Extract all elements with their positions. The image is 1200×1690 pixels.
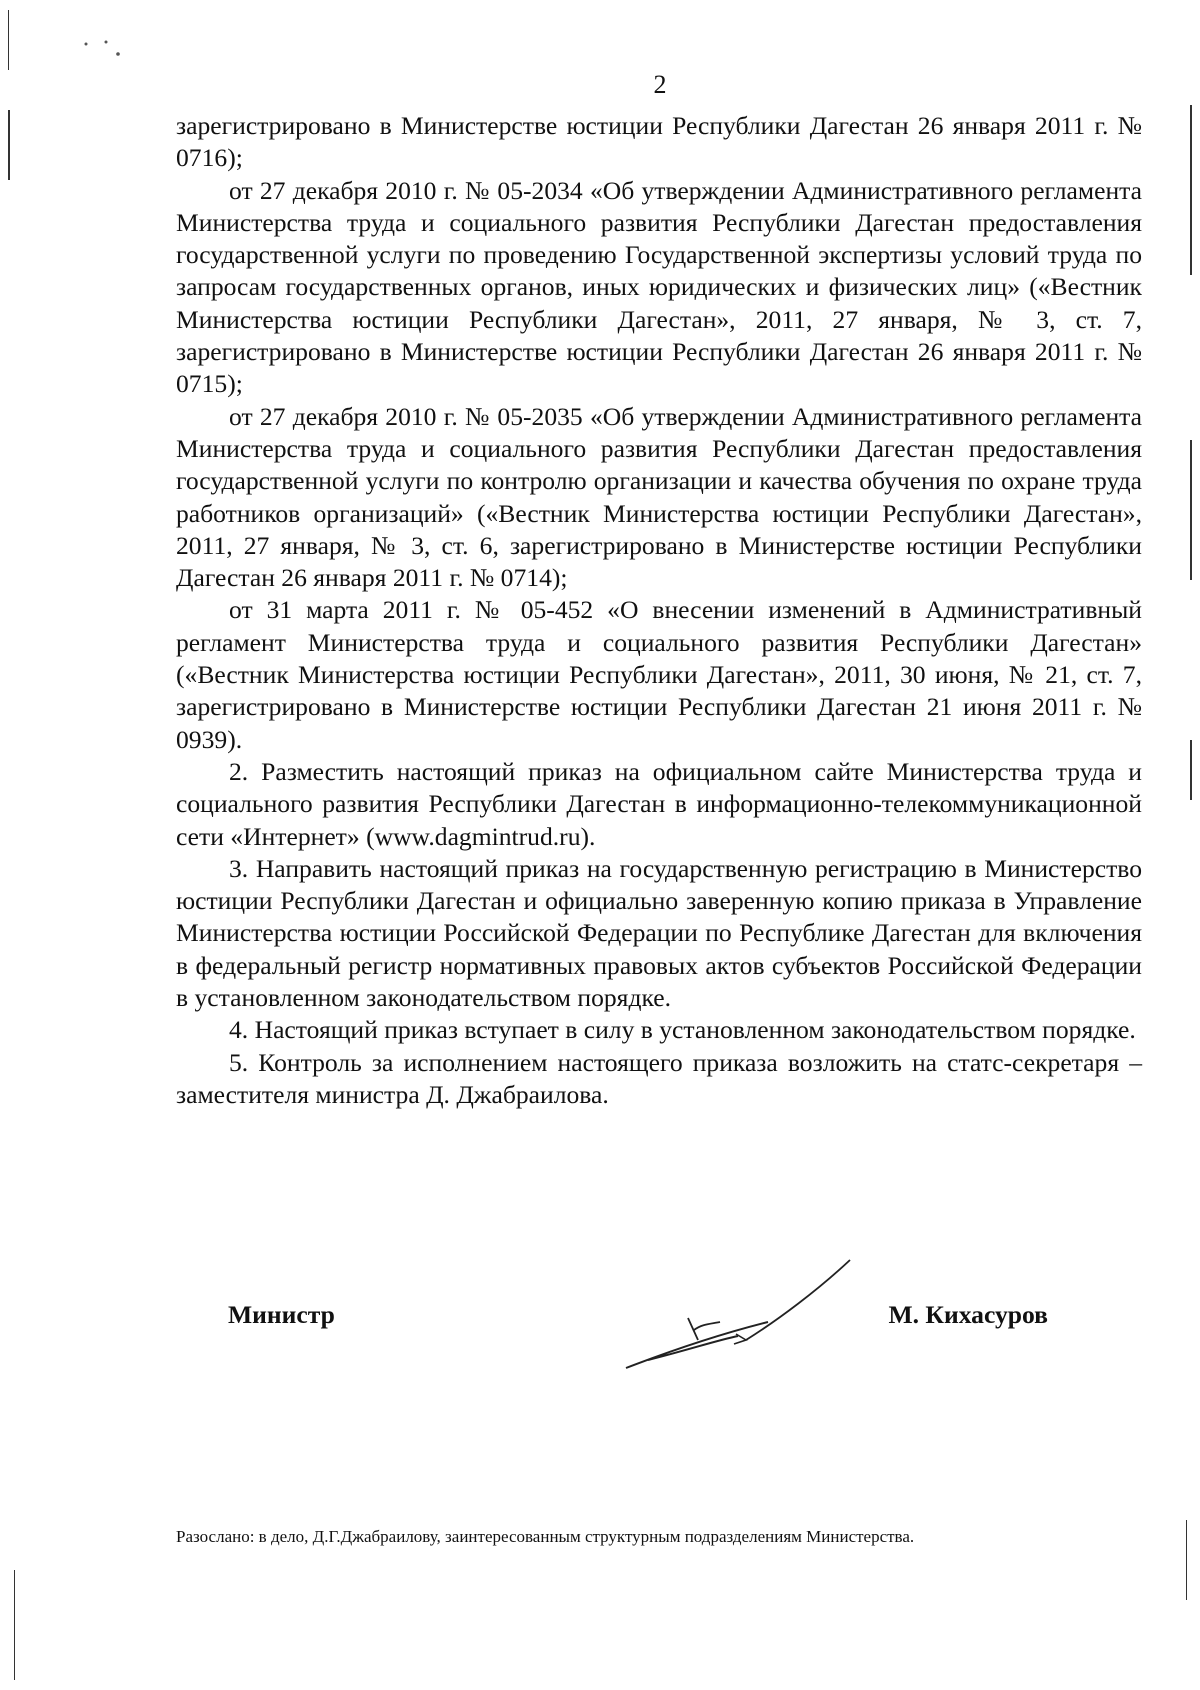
- paragraph: 5. Контроль за исполнением настоящего приказа возложить на статс-секретаря – заместителя министра Д. Джабраилова.: [176, 1047, 1142, 1109]
- page-number: 2: [653, 70, 667, 99]
- scan-edge-mark: [8, 10, 9, 70]
- scan-edge-mark: [1190, 440, 1192, 580]
- paragraph: 3. Направить настоящий приказ на государственную регистрацию в Министерство юстиции Республики Дагестан и официально заверенную копию приказа в Управление Министерства юстиции Российской Федерации по Республике Дагестан для включения в федеральный регистр нормативных правовых актов субъектов Российской Федерации в установленном законодательством порядке.: [176, 853, 1142, 1013]
- scan-specks: [80, 30, 130, 60]
- document-body: [176, 110, 1142, 1111]
- signer-name: М. Кихасуров: [888, 1300, 1048, 1329]
- signer-title: Министр: [228, 1300, 335, 1329]
- distribution-note: Разослано: в дело, Д.Г.Джабраилову, заинтересованным структурным подразделениям Министерства.: [176, 1527, 915, 1546]
- paragraph: от 27 декабря 2010 г. № 05-2035 «Об утверждении Административного регламента Министерства труда и социального развития Республики Дагестан предоставления государственной услуги по контролю организации и качества обучения по охране труда работников организаций» («Вестник Министерства юстиции Республики Дагестан», 2011, 27 января, № 3, ст. 6, зарегистрировано в Министерстве юстиции Республики Дагестан 26 января 2011 г. № 0714);: [176, 401, 1142, 593]
- paragraph: зарегистрировано в Министерстве юстиции Республики Дагестан 26 января 2011 г. № 0716);: [176, 111, 1142, 173]
- paragraph: 4. Настоящий приказ вступает в силу в установленном законодательством порядке.: [229, 1015, 1136, 1045]
- scan-edge-mark: [14, 1570, 15, 1680]
- scan-edge-mark: [1190, 105, 1192, 275]
- scan-edge-mark: [1190, 740, 1192, 800]
- paragraph: от 27 декабря 2010 г. № 05-2034 «Об утверждении Административного регламента Министерства труда и социального развития Республики Дагестан предоставления государственной услуги по проведению Государственной экспертизы условий труда по запросам государственных органов, иных юридических и физических лиц» («Вестник Министерства юстиции Республики Дагестан», 2011, 27 января, № 3, ст. 7, зарегистрировано в Министерстве юстиции Республики Дагестан 26 января 2011 г. № 0715);: [176, 175, 1142, 399]
- paragraph: 2. Разместить настоящий приказ на официальном сайте Министерства труда и социального развития Республики Дагестан в информационно-телекоммуникационной сети «Интернет» (www.dagmintrud.ru).: [176, 756, 1142, 851]
- scan-edge-mark: [1186, 1520, 1187, 1600]
- signature-block: [228, 1300, 1048, 1340]
- scan-edge-mark: [8, 110, 10, 180]
- paragraph: от 31 марта 2011 г. № 05-452 «О внесении изменений в Административный регламент Министерства труда и социального развития Республики Дагестан» («Вестник Министерства юстиции Республики Дагестан», 2011, 30 июня, № 21, ст. 7, зарегистрировано в Министерстве юстиции Республики Дагестан 21 июня 2011 г. № 0939).: [176, 595, 1142, 754]
